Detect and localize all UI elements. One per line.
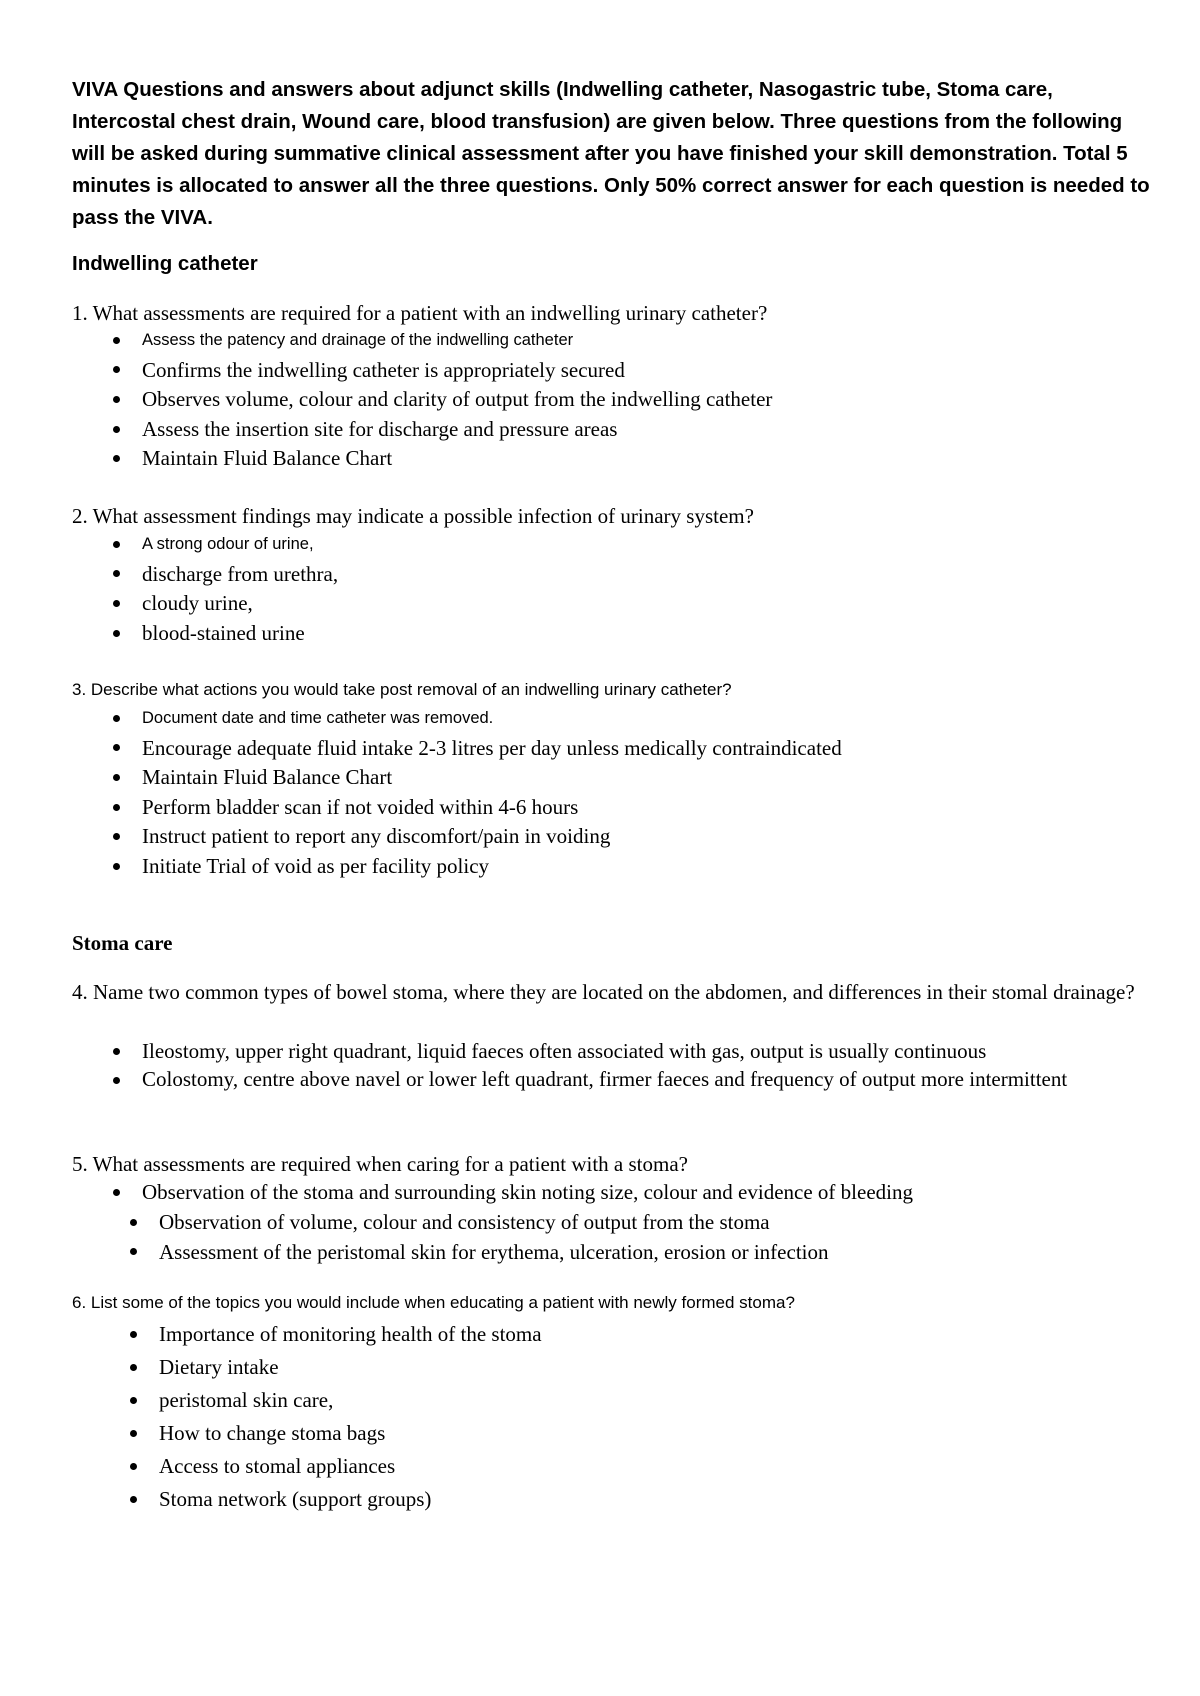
bullet-icon [130, 1219, 137, 1226]
bullet-icon [113, 863, 120, 870]
bullet-icon [130, 1331, 137, 1338]
list-item: Perform bladder scan if not voided within 4-6 hours [111, 793, 842, 823]
intro-paragraph: VIVA Questions and answers about adjunct skills (Indwelling catheter, Nasogastric tube, Stoma care, Intercostal chest drain, Wound care, blood transfusion) are given below. Three questions from the following will be asked during summative clinical assessment after you have finished your skill demonstration. Total 5 minutes is allocated to answer all the three questions. Only 50% correct answer for each question is needed to pass the VIVA. [72, 78, 1150, 229]
list-item: Assessment of the peristomal skin for erythema, ulceration, erosion or infection [128, 1238, 829, 1268]
list-item: Colostomy, centre above navel or lower left quadrant, firmer faeces and frequency of output more intermittent [111, 1066, 1102, 1093]
answer-list-6 [128, 1318, 542, 1516]
bullet-icon [113, 774, 120, 781]
bullet-icon [113, 455, 120, 462]
bullet-icon [113, 570, 120, 577]
bullet-icon [113, 396, 120, 403]
section-heading-indwelling-catheter: Indwelling catheter [72, 252, 258, 275]
list-item: Assess the insertion site for discharge and pressure areas [111, 415, 772, 445]
list-item: Observes volume, colour and clarity of output from the indwelling catheter [111, 385, 772, 415]
question-1: 1. What assessments are required for a patient with an indwelling urinary catheter? [72, 301, 768, 325]
list-item: cloudy urine, [111, 589, 338, 619]
list-item: Dietary intake [128, 1351, 542, 1384]
list-item: How to change stoma bags [128, 1417, 542, 1450]
bullet-icon [130, 1248, 137, 1255]
question-5: 5. What assessments are required when caring for a patient with a stoma? [72, 1152, 688, 1176]
bullet-icon [113, 337, 120, 344]
list-item: Observation of the stoma and surrounding skin noting size, colour and evidence of bleeding [111, 1178, 913, 1208]
bullet-icon [113, 1048, 120, 1055]
bullet-icon [113, 600, 120, 607]
bullet-icon [113, 630, 120, 637]
list-item: blood-stained urine [111, 619, 338, 649]
bullet-icon [113, 833, 120, 840]
answer-list-2 [111, 530, 338, 648]
bullet-icon [113, 715, 120, 722]
bullet-icon [113, 1077, 120, 1084]
list-item: Document date and time catheter was removed. [111, 704, 842, 734]
question-6: 6. List some of the topics you would include when educating a patient with newly formed stoma? [72, 1293, 795, 1312]
list-item: Stoma network (support groups) [128, 1483, 542, 1516]
section-heading-stoma-care: Stoma care [72, 931, 173, 955]
bullet-icon [113, 744, 120, 751]
answer-list-1 [111, 326, 772, 474]
list-item: Maintain Fluid Balance Chart [111, 763, 842, 793]
list-item: Importance of monitoring health of the stoma [128, 1318, 542, 1351]
bullet-icon [113, 541, 120, 548]
bullet-icon [113, 426, 120, 433]
question-4: 4. Name two common types of bowel stoma, where they are located on the abdomen, and differences in their stomal drainage? [72, 980, 1135, 1004]
answer-list-5b [128, 1208, 829, 1267]
answer-list-4 [111, 1037, 1182, 1093]
bullet-icon [130, 1496, 137, 1503]
list-item: Observation of volume, colour and consistency of output from the stoma [128, 1208, 829, 1238]
list-item: peristomal skin care, [128, 1384, 542, 1417]
list-item: Initiate Trial of void as per facility policy [111, 852, 842, 882]
bullet-icon [113, 804, 120, 811]
list-item: discharge from urethra, [111, 560, 338, 590]
question-3: 3. Describe what actions you would take post removal of an indwelling urinary catheter? [72, 680, 732, 699]
bullet-icon [113, 1189, 120, 1196]
bullet-icon [130, 1430, 137, 1437]
list-item: A strong odour of urine, [111, 530, 338, 560]
answer-list-3 [111, 704, 842, 882]
bullet-icon [113, 366, 120, 373]
list-item: Ileostomy, upper right quadrant, liquid faeces often associated with gas, output is usually continuous [111, 1037, 1182, 1066]
list-item: Confirms the indwelling catheter is appropriately secured [111, 356, 772, 386]
answer-list-5a [111, 1178, 913, 1208]
list-item: Maintain Fluid Balance Chart [111, 444, 772, 474]
list-item: Access to stomal appliances [128, 1450, 542, 1483]
question-2: 2. What assessment findings may indicate a possible infection of urinary system? [72, 504, 754, 528]
bullet-icon [130, 1463, 137, 1470]
list-item: Assess the patency and drainage of the indwelling catheter [111, 326, 772, 356]
list-item: Instruct patient to report any discomfort/pain in voiding [111, 822, 842, 852]
list-item: Encourage adequate fluid intake 2-3 litres per day unless medically contraindicated [111, 734, 842, 764]
bullet-icon [130, 1364, 137, 1371]
bullet-icon [130, 1397, 137, 1404]
